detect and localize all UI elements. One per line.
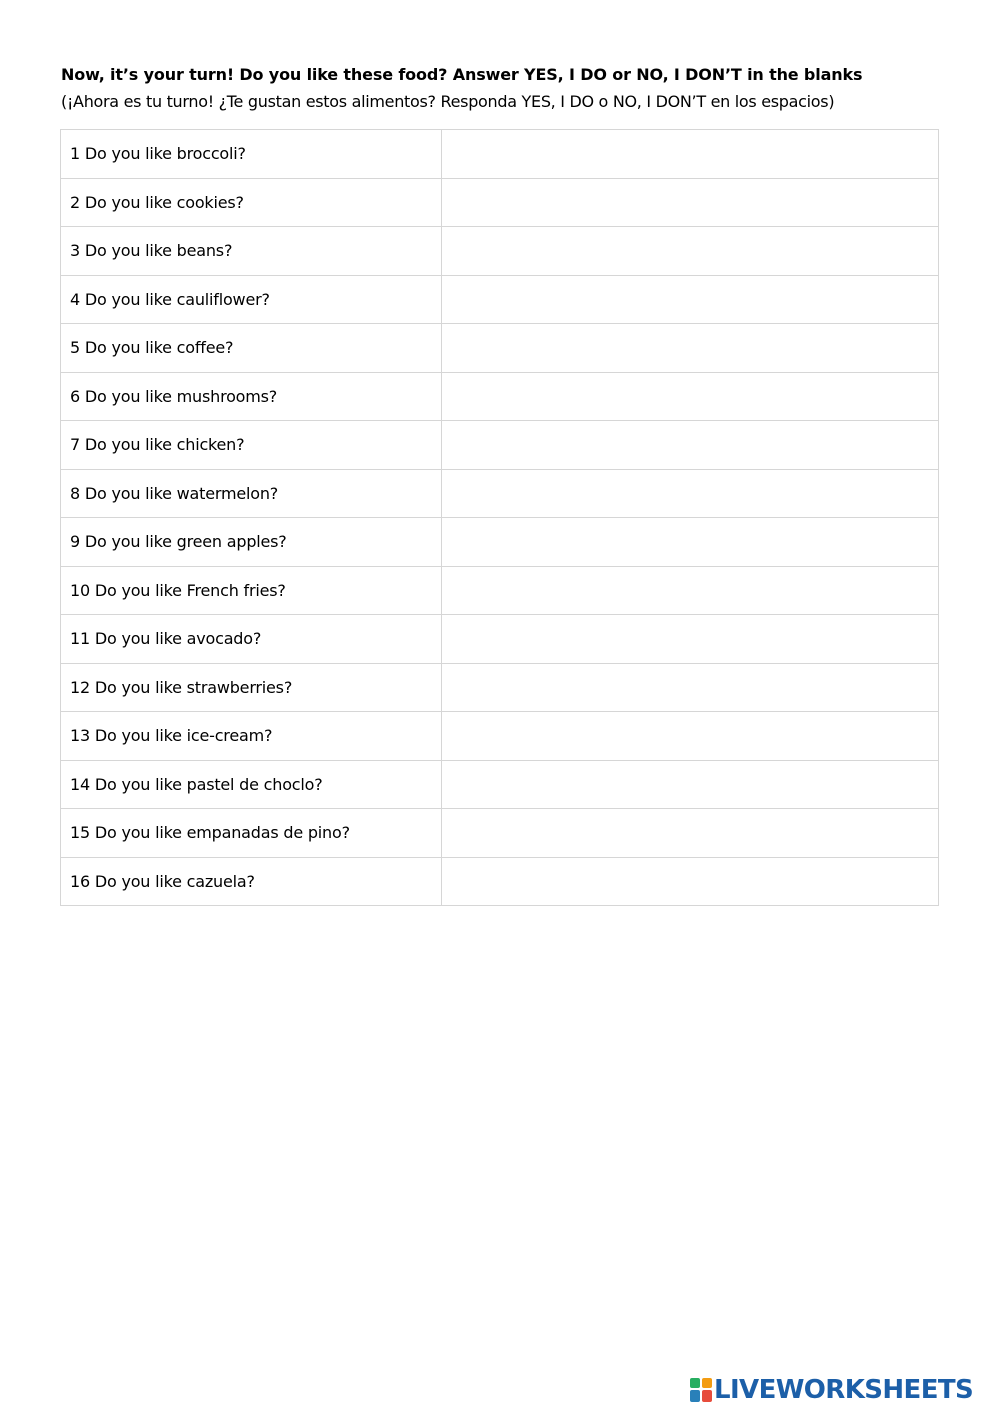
answer-cell[interactable] [442, 518, 939, 567]
answer-cell[interactable] [442, 857, 939, 906]
answer-input[interactable] [442, 470, 938, 518]
table-row [61, 324, 939, 373]
question-label: 3 Do you like beans? [61, 227, 442, 276]
table-row [61, 809, 939, 858]
table-row [61, 857, 939, 906]
table-row [61, 615, 939, 664]
table-row [61, 178, 939, 227]
answer-cell[interactable] [442, 566, 939, 615]
answer-input[interactable] [442, 809, 938, 857]
instruction-english: Now, it’s your turn! Do you like these food? Answer YES, I DO or NO, I DON’T in the blanks [61, 65, 863, 84]
question-label: 15 Do you like empanadas de pino? [61, 809, 442, 858]
question-table [60, 129, 939, 906]
answer-input[interactable] [442, 227, 938, 275]
answer-cell[interactable] [442, 760, 939, 809]
table-row [61, 275, 939, 324]
table-row [61, 421, 939, 470]
question-label: 8 Do you like watermelon? [61, 469, 442, 518]
question-label: 9 Do you like green apples? [61, 518, 442, 567]
answer-input[interactable] [442, 373, 938, 421]
answer-cell[interactable] [442, 663, 939, 712]
question-label: 2 Do you like cookies? [61, 178, 442, 227]
table-row [61, 130, 939, 179]
table-row [61, 227, 939, 276]
question-label: 16 Do you like cazuela? [61, 857, 442, 906]
answer-cell[interactable] [442, 227, 939, 276]
table-row [61, 372, 939, 421]
question-label: 14 Do you like pastel de choclo? [61, 760, 442, 809]
logo-text: LIVEWORKSHEETS [714, 1375, 974, 1405]
liveworksheets-logo [690, 1374, 973, 1406]
table-row [61, 518, 939, 567]
table-row [61, 566, 939, 615]
answer-input[interactable] [442, 276, 938, 324]
answer-cell[interactable] [442, 712, 939, 761]
question-label: 1 Do you like broccoli? [61, 130, 442, 179]
answer-input[interactable] [442, 567, 938, 615]
table-row [61, 712, 939, 761]
answer-cell[interactable] [442, 615, 939, 664]
answer-input[interactable] [442, 324, 938, 372]
instructions [61, 62, 941, 116]
table-row [61, 469, 939, 518]
answer-cell[interactable] [442, 421, 939, 470]
answer-cell[interactable] [442, 324, 939, 373]
question-label: 7 Do you like chicken? [61, 421, 442, 470]
answer-input[interactable] [442, 518, 938, 566]
answer-input[interactable] [442, 664, 938, 712]
table-row [61, 663, 939, 712]
instruction-spanish: (¡Ahora es tu turno! ¿Te gustan estos alimentos? Responda YES, I DO o NO, I DON’T en los espacios) [61, 92, 835, 111]
answer-input[interactable] [442, 421, 938, 469]
question-label: 4 Do you like cauliflower? [61, 275, 442, 324]
answer-cell[interactable] [442, 130, 939, 179]
question-label: 11 Do you like avocado? [61, 615, 442, 664]
answer-cell[interactable] [442, 275, 939, 324]
question-label: 5 Do you like coffee? [61, 324, 442, 373]
answer-cell[interactable] [442, 372, 939, 421]
answer-input[interactable] [442, 712, 938, 760]
answer-cell[interactable] [442, 809, 939, 858]
liveworksheets-logo-icon [690, 1378, 712, 1402]
answer-cell[interactable] [442, 178, 939, 227]
question-label: 12 Do you like strawberries? [61, 663, 442, 712]
answer-input[interactable] [442, 615, 938, 663]
question-label: 13 Do you like ice-cream? [61, 712, 442, 761]
answer-input[interactable] [442, 179, 938, 227]
question-label: 6 Do you like mushrooms? [61, 372, 442, 421]
table-row [61, 760, 939, 809]
question-label: 10 Do you like French fries? [61, 566, 442, 615]
answer-input[interactable] [442, 130, 938, 178]
answer-input[interactable] [442, 858, 938, 906]
answer-cell[interactable] [442, 469, 939, 518]
answer-input[interactable] [442, 761, 938, 809]
